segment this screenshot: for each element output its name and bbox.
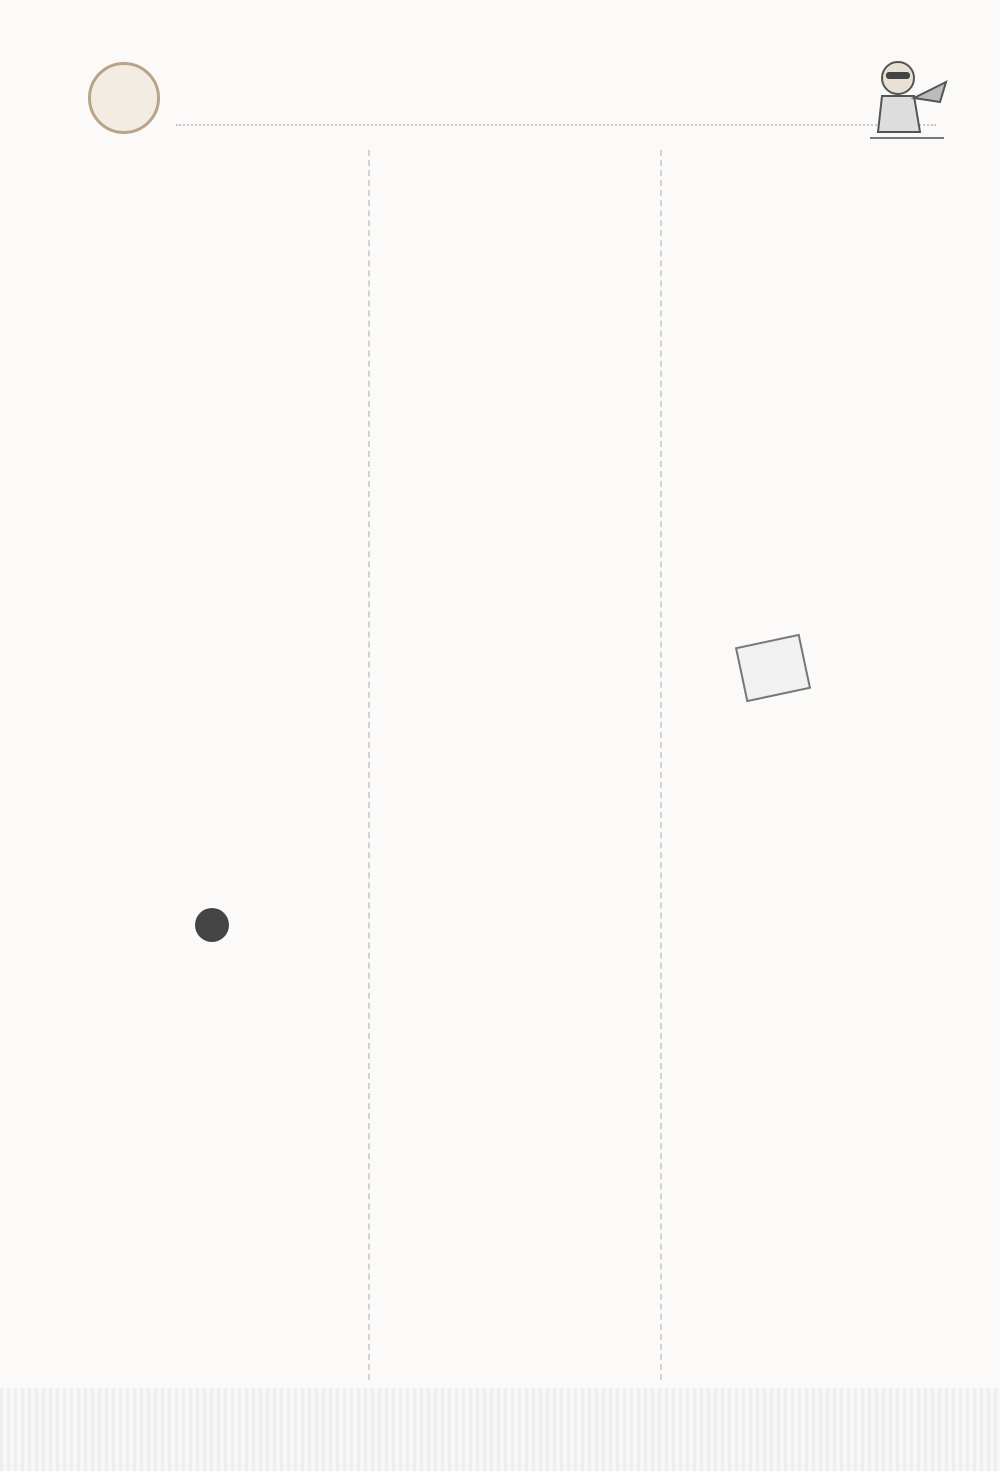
mascot-icon: [860, 52, 950, 144]
header-divider: [176, 124, 936, 126]
week-number-badge: [195, 908, 229, 942]
footer-band: [0, 1388, 1000, 1471]
week-heading: [112, 908, 312, 942]
publisher-logo: [88, 62, 160, 134]
stamp-icon: [735, 634, 811, 702]
column-divider: [660, 150, 662, 1380]
column-divider: [368, 150, 370, 1380]
